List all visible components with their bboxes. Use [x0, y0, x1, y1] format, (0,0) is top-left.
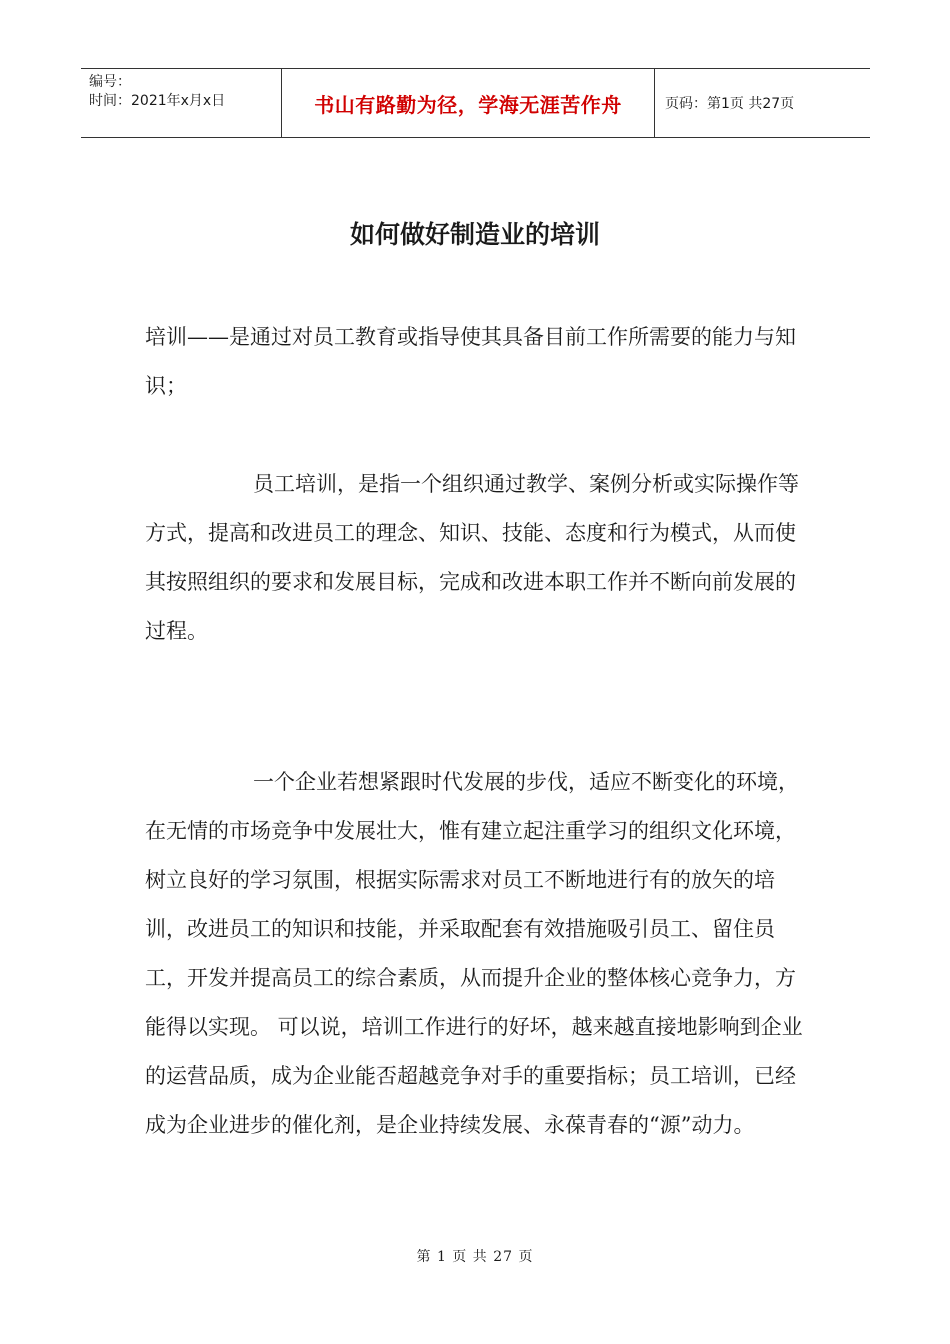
paragraph-enterprise-importance: 一个企业若想紧跟时代发展的步伐，适应不断变化的环境，在无情的市场竞争中发展壮大，惟有建立起注重学习的组织文化环境，树立良好的学习氛围，根据实际需求对员工不断地进行有的放矢的培训，改进员工的知识和技能，并采取配套有效措施吸引员工、留住员工，开发并提高员工的综合素质，从而提升企业的整体核心竞争力，方能得以实现。 可以说，培训工作进行的好坏，越来越直接地影响到企业的运营品质，成为企业能否超越竞争对手的重要指标；员工培训，已经成为企业进步的催化剂，是企业持续发展、永葆青春的“源”动力。	[145, 770, 803, 1137]
page-footer: 第 1 页 共 27 页	[416, 1249, 534, 1265]
header-motto: 书山有路勤为径，学海无涯苦作舟	[314, 92, 622, 117]
header-number-label: 编号：	[89, 74, 131, 90]
document-title: 如何做好制造业的培训	[349, 220, 600, 249]
header-page-info: 页码：第1页 共27页	[665, 96, 795, 112]
header-page-cell	[655, 69, 870, 137]
header-meta-cell	[81, 69, 281, 137]
paragraph-definition: 培训——是通过对员工教育或指导使其具备目前工作所需要的能力与知识；	[145, 325, 796, 398]
header-motto-cell	[281, 69, 655, 137]
header-date-label: 时间：2021年x月x日	[89, 93, 226, 109]
paragraph-employee-training: 员工培训，是指一个组织通过教学、案例分析或实际操作等方式，提高和改进员工的理念、知识、技能、态度和行为模式，从而使其按照组织的要求和发展目标，完成和改进本职工作并不断向前发展的过程。	[145, 472, 799, 643]
document-header	[81, 68, 870, 138]
